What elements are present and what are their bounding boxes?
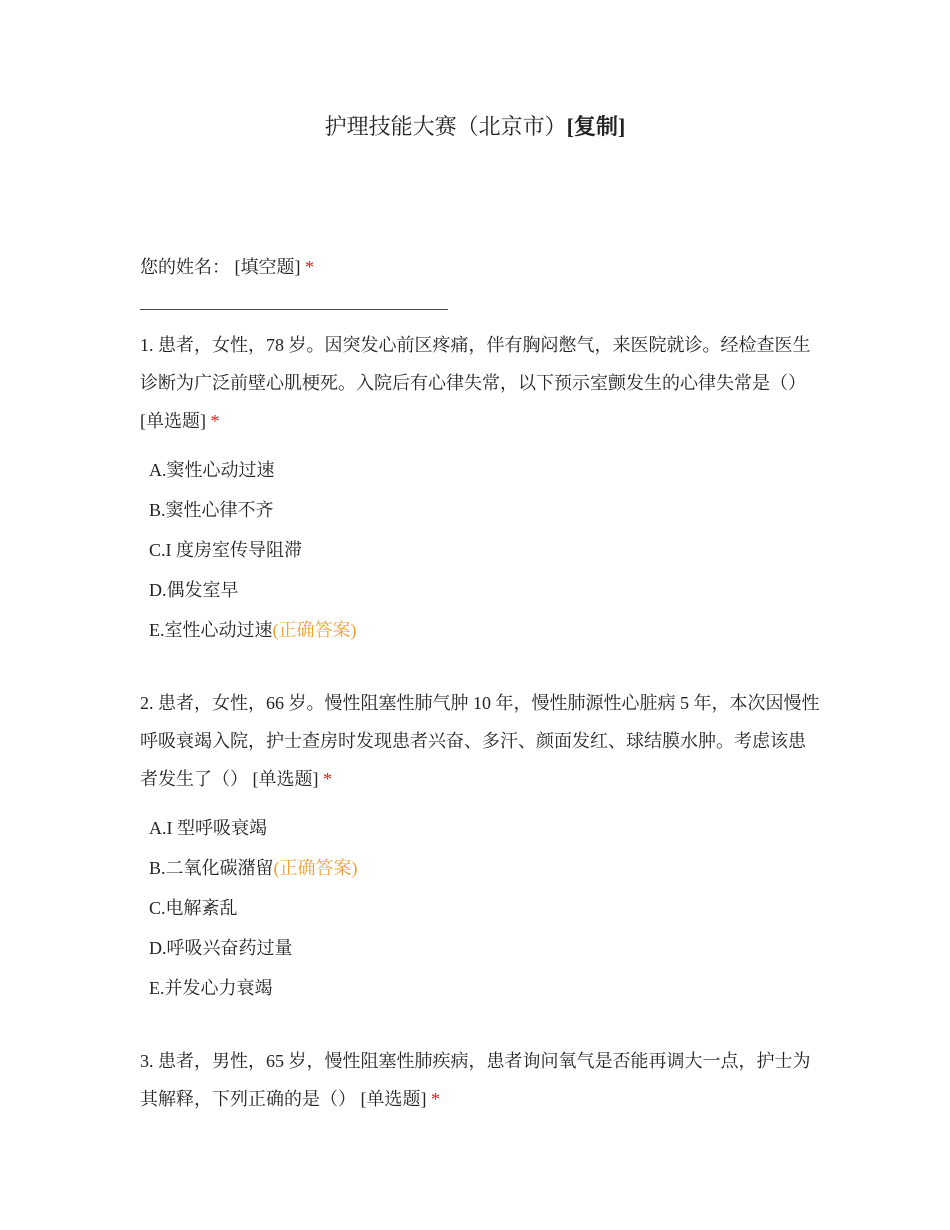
question-stem: 3. 患者，男性，65 岁，慢性阻塞性肺疾病，患者询问氧气是否能再调大一点，护士为其解释，下列正确的是（） bbox=[140, 1051, 811, 1109]
question-text bbox=[140, 684, 820, 798]
required-mark: * bbox=[305, 257, 314, 277]
question-type: [单选题] bbox=[140, 411, 206, 431]
option-list bbox=[140, 808, 820, 1008]
option-b[interactable]: B.窦性心律不齐 bbox=[149, 500, 274, 520]
question-text bbox=[140, 326, 820, 440]
option-c[interactable]: C.电解紊乱 bbox=[149, 898, 238, 918]
required-mark: * bbox=[210, 411, 220, 431]
question-stem: 2. 患者，女性，66 岁。慢性阻塞性肺气肿 10 年，慢性肺源性心脏病 5 年，本次因慢性呼吸衰竭入院，护士查房时发现患者兴奋、多汗、颜面发红、球结膜水肿。考虑该患者发生了（） bbox=[140, 693, 820, 789]
question-2 bbox=[140, 684, 820, 1008]
option-d[interactable]: D.呼吸兴奋药过量 bbox=[149, 938, 293, 958]
question-type: [单选题] bbox=[360, 1089, 427, 1109]
option-a[interactable]: A.I 型呼吸衰竭 bbox=[149, 818, 267, 838]
option-e-label: E.室性心动过速 bbox=[149, 620, 273, 640]
question-type: [填空题] bbox=[234, 257, 301, 277]
option-c[interactable]: C.I 度房室传导阻滞 bbox=[149, 540, 302, 560]
correct-answer-tag: (正确答案) bbox=[273, 858, 358, 878]
option-a[interactable]: A.窦性心动过速 bbox=[149, 460, 275, 480]
question-stem: 1. 患者，女性，78 岁。因突发心前区疼痛，伴有胸闷憋气，来医院就诊。经检查医生诊断为广泛前壁心肌梗死。入院后有心律失常，以下预示室颤发生的心律失常是（） bbox=[140, 335, 811, 393]
option-b[interactable] bbox=[149, 848, 820, 888]
title-copy-tag: [复制] bbox=[566, 114, 626, 139]
option-e[interactable] bbox=[149, 610, 820, 650]
page-title bbox=[0, 110, 950, 144]
question-type: [单选题] bbox=[252, 769, 319, 789]
name-label: 您的姓名： bbox=[140, 257, 230, 277]
option-list bbox=[140, 450, 820, 650]
name-question-line bbox=[140, 248, 820, 286]
option-d[interactable]: D.偶发室早 bbox=[149, 580, 239, 600]
required-mark: * bbox=[323, 769, 332, 789]
option-e[interactable]: E.并发心力衰竭 bbox=[149, 978, 273, 998]
name-question bbox=[140, 248, 820, 310]
title-main: 护理技能大赛（北京市） bbox=[324, 114, 567, 139]
name-answer-line[interactable] bbox=[140, 297, 448, 310]
question-3 bbox=[140, 1042, 820, 1118]
required-mark: * bbox=[431, 1089, 440, 1109]
question-1 bbox=[140, 326, 820, 650]
option-b-label: B.二氧化碳潴留 bbox=[149, 858, 274, 878]
correct-answer-tag: (正确答案) bbox=[272, 620, 357, 640]
question-text bbox=[140, 1042, 820, 1118]
